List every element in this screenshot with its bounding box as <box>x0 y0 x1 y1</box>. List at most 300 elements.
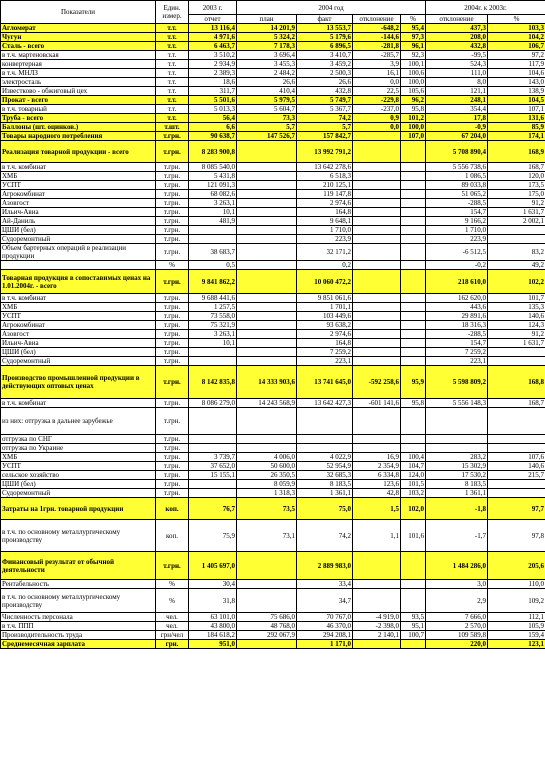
header-cmp-percent: % <box>488 15 545 24</box>
value-deviation <box>353 348 401 357</box>
value-deviation: -237,0 <box>353 105 401 114</box>
unit-cell: т.грн. <box>156 435 189 444</box>
value-cmp-deviation: 154,7 <box>426 208 488 217</box>
value-plan: 73,1 <box>237 520 297 552</box>
value-cmp-deviation: 223,1 <box>426 357 488 366</box>
value-fact: 32 685,3 <box>297 471 353 480</box>
value-plan: 26,6 <box>237 78 297 87</box>
value-cmp-deviation: 354,4 <box>426 105 488 114</box>
value-plan: 5 979,5 <box>237 96 297 105</box>
table-row <box>1 217 545 226</box>
value-plan: 147 526,7 <box>237 132 297 141</box>
value-percent <box>401 294 426 303</box>
value-cmp-percent: 124,3 <box>488 321 545 330</box>
value-cmp-deviation <box>426 444 488 453</box>
value-2003: 9 841 862,2 <box>189 270 237 294</box>
value-plan: 5 604,7 <box>237 105 297 114</box>
value-percent: 107,0 <box>401 132 426 141</box>
table-row <box>1 172 545 181</box>
value-fact: 5 367,7 <box>297 105 353 114</box>
indicator-name: Чугун <box>1 33 156 42</box>
value-cmp-deviation: 17,8 <box>426 114 488 123</box>
value-2003: 43 800,0 <box>189 622 237 631</box>
value-2003: 37 652,0 <box>189 462 237 471</box>
indicator-name: отгрузка по Украине <box>1 444 156 453</box>
value-cmp-deviation: 1 710,0 <box>426 226 488 235</box>
value-2003: 8 085 540,0 <box>189 163 237 172</box>
value-percent <box>401 181 426 190</box>
value-fact: 2 500,3 <box>297 69 353 78</box>
value-cmp-percent: 123,1 <box>488 640 545 649</box>
value-fact: 13 642 427,3 <box>297 399 353 408</box>
value-percent <box>401 330 426 339</box>
table-row <box>1 303 545 312</box>
unit-cell: т.грн. <box>156 471 189 480</box>
value-percent <box>401 303 426 312</box>
value-2003: 3 739,7 <box>189 453 237 462</box>
value-plan <box>237 163 297 172</box>
table-row <box>1 69 545 78</box>
value-cmp-deviation: 8 183,5 <box>426 480 488 489</box>
value-cmp-percent: 104,2 <box>488 33 545 42</box>
value-cmp-percent: 85,9 <box>488 123 545 132</box>
value-fact: 164,8 <box>297 208 353 217</box>
value-cmp-percent <box>488 489 545 498</box>
value-2003: 8 086 279,0 <box>189 399 237 408</box>
header-indicators: Показатели <box>1 1 156 24</box>
table-row <box>1 552 545 580</box>
value-deviation: 22,5 <box>353 87 401 96</box>
value-percent <box>401 217 426 226</box>
value-percent: 100,1 <box>401 60 426 69</box>
table-row <box>1 244 545 261</box>
value-percent: 97,3 <box>401 33 426 42</box>
value-deviation: 123,6 <box>353 480 401 489</box>
value-2003: 951,0 <box>189 640 237 649</box>
table-row <box>1 631 545 640</box>
value-2003 <box>189 408 237 435</box>
table-row <box>1 141 545 163</box>
value-plan <box>237 339 297 348</box>
value-cmp-percent: 168,9 <box>488 141 545 163</box>
value-deviation <box>353 199 401 208</box>
indicator-name: из них: отгрузка в дальнее зарубежье <box>1 408 156 435</box>
unit-cell: т.грн. <box>156 303 189 312</box>
value-cmp-percent: 97,2 <box>488 51 545 60</box>
value-deviation <box>353 181 401 190</box>
header-fact: факт <box>297 15 353 24</box>
value-cmp-percent: 107,6 <box>488 453 545 462</box>
value-fact: 0,2 <box>297 261 353 270</box>
value-cmp-percent: 104,5 <box>488 96 545 105</box>
unit-cell: т.т. <box>156 78 189 87</box>
value-deviation <box>353 208 401 217</box>
value-percent: 100,0 <box>401 78 426 87</box>
value-cmp-deviation: 208,0 <box>426 33 488 42</box>
value-deviation: 2 140,1 <box>353 631 401 640</box>
value-fact: 164,8 <box>297 339 353 348</box>
unit-cell: % <box>156 589 189 613</box>
value-plan <box>237 330 297 339</box>
value-cmp-deviation: 248,1 <box>426 96 488 105</box>
value-deviation: 42,8 <box>353 489 401 498</box>
value-fact: 210 125,1 <box>297 181 353 190</box>
indicator-name: в т.ч. комбинат <box>1 399 156 408</box>
value-plan <box>237 261 297 270</box>
value-fact <box>297 444 353 453</box>
unit-cell: т.грн. <box>156 330 189 339</box>
indicator-name: Товарная продукция в сопоставимых ценах на 1.01.2004г. - всего <box>1 270 156 294</box>
value-deviation <box>353 303 401 312</box>
value-deviation <box>353 244 401 261</box>
unit-cell: т.грн. <box>156 321 189 330</box>
value-percent <box>401 312 426 321</box>
value-cmp-deviation: 89 033,8 <box>426 181 488 190</box>
indicator-name: Прокат - всего <box>1 96 156 105</box>
unit-cell: коп. <box>156 520 189 552</box>
value-deviation <box>353 141 401 163</box>
value-deviation: 1,1 <box>353 520 401 552</box>
value-deviation: -592 258,6 <box>353 366 401 399</box>
value-cmp-percent <box>488 235 545 244</box>
value-percent <box>401 163 426 172</box>
table-row <box>1 190 545 199</box>
value-deviation: 16,9 <box>353 453 401 462</box>
value-deviation <box>353 580 401 589</box>
value-deviation <box>353 444 401 453</box>
value-percent <box>401 357 426 366</box>
value-cmp-deviation: 218 610,0 <box>426 270 488 294</box>
value-percent <box>401 580 426 589</box>
table-row <box>1 78 545 87</box>
value-plan <box>237 357 297 366</box>
unit-cell: т.грн. <box>156 357 189 366</box>
value-fact: 34,7 <box>297 589 353 613</box>
value-2003 <box>189 348 237 357</box>
value-fact: 6 896,5 <box>297 42 353 51</box>
unit-cell: т.грн. <box>156 294 189 303</box>
value-fact: 9 648,1 <box>297 217 353 226</box>
unit-cell: т.грн. <box>156 199 189 208</box>
value-cmp-percent: 97,7 <box>488 498 545 520</box>
unit-cell: т.т. <box>156 42 189 51</box>
indicator-name: ЦШИ (бел) <box>1 348 156 357</box>
table-row <box>1 399 545 408</box>
unit-cell: т.т. <box>156 33 189 42</box>
value-fact: 2 974,6 <box>297 199 353 208</box>
value-percent <box>401 435 426 444</box>
value-cmp-percent: 104,6 <box>488 69 545 78</box>
value-fact: 432,8 <box>297 87 353 96</box>
table-row <box>1 132 545 141</box>
value-cmp-percent: 109,2 <box>488 589 545 613</box>
indicator-name: Труба - всего <box>1 114 156 123</box>
unit-cell: т.грн. <box>156 208 189 217</box>
value-cmp-deviation: 283,2 <box>426 453 488 462</box>
value-percent: 105,6 <box>401 87 426 96</box>
value-fact: 13 741 645,0 <box>297 366 353 399</box>
value-cmp-percent <box>488 357 545 366</box>
unit-cell: т.грн. <box>156 339 189 348</box>
value-2003: 6,6 <box>189 123 237 132</box>
value-percent <box>401 270 426 294</box>
value-fact: 9 851 061,6 <box>297 294 353 303</box>
value-cmp-deviation: 5 556 738,6 <box>426 163 488 172</box>
unit-cell: чел. <box>156 613 189 622</box>
value-2003: 31,8 <box>189 589 237 613</box>
value-cmp-percent: 110,0 <box>488 580 545 589</box>
value-plan <box>237 199 297 208</box>
value-deviation: 6 334,8 <box>353 471 401 480</box>
table-row <box>1 51 545 60</box>
table-row <box>1 498 545 520</box>
value-cmp-deviation: 1 086,5 <box>426 172 488 181</box>
value-percent <box>401 339 426 348</box>
value-cmp-percent: 143,0 <box>488 78 545 87</box>
value-2003: 68 082,6 <box>189 190 237 199</box>
value-fact: 32 171,2 <box>297 244 353 261</box>
value-fact: 223,9 <box>297 235 353 244</box>
indicator-name: конвертерная <box>1 60 156 69</box>
value-cmp-deviation: 162 620,0 <box>426 294 488 303</box>
value-percent: 101,5 <box>401 480 426 489</box>
unit-cell: т.грн. <box>156 226 189 235</box>
value-cmp-percent <box>488 444 545 453</box>
value-plan <box>237 589 297 613</box>
indicator-name: в т.ч. мартеновская <box>1 51 156 60</box>
value-fact: 75,0 <box>297 498 353 520</box>
table-row <box>1 321 545 330</box>
value-plan: 410,4 <box>237 87 297 96</box>
value-deviation: 0,0 <box>353 78 401 87</box>
table-row <box>1 366 545 399</box>
value-percent: 96,1 <box>401 42 426 51</box>
header-unit: Един. измер. <box>156 1 189 24</box>
table-row <box>1 163 545 172</box>
unit-cell: т.грн. <box>156 163 189 172</box>
value-plan: 3 455,3 <box>237 60 297 69</box>
indicator-name: ЦШИ (бел) <box>1 480 156 489</box>
unit-cell: т.грн. <box>156 217 189 226</box>
value-cmp-percent: 91,2 <box>488 199 545 208</box>
value-deviation <box>353 435 401 444</box>
value-cmp-percent <box>488 435 545 444</box>
unit-cell: т.грн. <box>156 181 189 190</box>
value-cmp-deviation: -1,8 <box>426 498 488 520</box>
table-row <box>1 42 545 51</box>
indicator-name: ХМБ <box>1 453 156 462</box>
value-plan: 7 178,3 <box>237 42 297 51</box>
value-fact: 26,6 <box>297 78 353 87</box>
value-cmp-percent: 91,2 <box>488 330 545 339</box>
value-cmp-percent: 140,6 <box>488 312 545 321</box>
value-plan <box>237 580 297 589</box>
value-plan <box>237 181 297 190</box>
value-2003: 10,1 <box>189 339 237 348</box>
value-plan <box>237 640 297 649</box>
value-2003: 75 321,9 <box>189 321 237 330</box>
unit-cell: т.т. <box>156 96 189 105</box>
value-2003: 5 431,8 <box>189 172 237 181</box>
value-fact: 1 710,0 <box>297 226 353 235</box>
value-2003: 73 558,0 <box>189 312 237 321</box>
value-cmp-deviation: -0,9 <box>426 123 488 132</box>
unit-cell: т.грн. <box>156 444 189 453</box>
table-row <box>1 330 545 339</box>
value-cmp-deviation: 220,0 <box>426 640 488 649</box>
value-deviation <box>353 339 401 348</box>
value-cmp-deviation: 111,0 <box>426 69 488 78</box>
value-cmp-percent: 112,1 <box>488 613 545 622</box>
value-deviation <box>353 261 401 270</box>
value-fact: 119 147,8 <box>297 190 353 199</box>
value-deviation: 1,5 <box>353 498 401 520</box>
value-2003: 2 389,3 <box>189 69 237 78</box>
value-2003 <box>189 444 237 453</box>
value-plan <box>237 226 297 235</box>
value-deviation <box>353 235 401 244</box>
unit-cell: % <box>156 580 189 589</box>
unit-cell: т.т. <box>156 87 189 96</box>
value-plan <box>237 552 297 580</box>
indicator-name: Азовгост <box>1 330 156 339</box>
unit-cell: т.т. <box>156 114 189 123</box>
value-2003 <box>189 226 237 235</box>
indicator-name: ЦШИ (бел) <box>1 226 156 235</box>
value-plan <box>237 217 297 226</box>
value-plan <box>237 190 297 199</box>
value-plan: 73,3 <box>237 114 297 123</box>
value-percent: 104,7 <box>401 462 426 471</box>
indicator-name: Ай-Даниль <box>1 217 156 226</box>
value-cmp-deviation: 437,3 <box>426 24 488 33</box>
value-2003: 75,9 <box>189 520 237 552</box>
value-cmp-percent: 1 631,7 <box>488 208 545 217</box>
value-fact <box>297 408 353 435</box>
table-row <box>1 87 545 96</box>
value-cmp-percent: 103,3 <box>488 24 545 33</box>
value-cmp-percent <box>488 408 545 435</box>
value-cmp-percent: 159,4 <box>488 631 545 640</box>
unit-cell: т.грн. <box>156 489 189 498</box>
value-cmp-percent: 117,9 <box>488 60 545 69</box>
value-plan: 8 059,9 <box>237 480 297 489</box>
value-fact: 13 553,7 <box>297 24 353 33</box>
unit-cell: т.грн. <box>156 399 189 408</box>
value-deviation: -144,6 <box>353 33 401 42</box>
value-2003: 10,1 <box>189 208 237 217</box>
indicator-name: ХМБ <box>1 172 156 181</box>
value-cmp-deviation: 3,0 <box>426 580 488 589</box>
value-2003: 38 683,7 <box>189 244 237 261</box>
value-plan <box>237 312 297 321</box>
unit-cell: т.грн. <box>156 462 189 471</box>
value-deviation <box>353 552 401 580</box>
indicator-name: Ильич-Авиа <box>1 339 156 348</box>
value-deviation <box>353 190 401 199</box>
indicator-name: Судоремонтный <box>1 489 156 498</box>
value-plan <box>237 321 297 330</box>
unit-cell: т.грн. <box>156 270 189 294</box>
value-percent <box>401 589 426 613</box>
indicator-name: Численность персонала <box>1 613 156 622</box>
indicator-name: в т.ч. товарный <box>1 105 156 114</box>
value-cmp-deviation: 154,7 <box>426 339 488 348</box>
value-2003 <box>189 357 237 366</box>
value-fact: 74,2 <box>297 520 353 552</box>
value-fact: 33,4 <box>297 580 353 589</box>
value-2003: 121 091,3 <box>189 181 237 190</box>
value-percent <box>401 208 426 217</box>
table-row <box>1 312 545 321</box>
value-cmp-percent: 168,7 <box>488 399 545 408</box>
value-cmp-deviation: 18 316,3 <box>426 321 488 330</box>
value-2003 <box>189 235 237 244</box>
value-deviation <box>353 172 401 181</box>
value-deviation <box>353 270 401 294</box>
value-percent <box>401 552 426 580</box>
unit-cell: т.грн. <box>156 244 189 261</box>
value-deviation <box>353 357 401 366</box>
value-fact: 3 410,7 <box>297 51 353 60</box>
value-cmp-percent <box>488 480 545 489</box>
value-percent: 93,5 <box>401 613 426 622</box>
value-fact: 5 749,7 <box>297 96 353 105</box>
value-cmp-deviation: 29 891,6 <box>426 312 488 321</box>
value-deviation: -601 141,6 <box>353 399 401 408</box>
value-cmp-percent: 49,2 <box>488 261 545 270</box>
unit-cell: т.т. <box>156 24 189 33</box>
value-plan: 5,7 <box>237 123 297 132</box>
unit-cell: грн/чел <box>156 631 189 640</box>
table-row <box>1 444 545 453</box>
value-cmp-deviation: -288,5 <box>426 330 488 339</box>
value-fact: 294 208,1 <box>297 631 353 640</box>
value-plan: 48 768,0 <box>237 622 297 631</box>
unit-cell: т.грн. <box>156 141 189 163</box>
unit-cell: грн. <box>156 640 189 649</box>
value-cmp-percent: 175,0 <box>488 190 545 199</box>
value-plan <box>237 435 297 444</box>
value-plan <box>237 294 297 303</box>
indicator-name: Ильич-Авиа <box>1 208 156 217</box>
value-2003: 3 263,1 <box>189 199 237 208</box>
value-cmp-percent: 106,7 <box>488 42 545 51</box>
value-fact: 93 638,2 <box>297 321 353 330</box>
table-row <box>1 357 545 366</box>
value-cmp-deviation: 109 589,8 <box>426 631 488 640</box>
value-2003: 0,5 <box>189 261 237 270</box>
indicator-name: УСПТ <box>1 462 156 471</box>
value-plan: 26 350,5 <box>237 471 297 480</box>
value-percent: 103,2 <box>401 489 426 498</box>
value-percent: 100,0 <box>401 123 426 132</box>
indicator-name: сельское хозяйство <box>1 471 156 480</box>
value-percent: 95,1 <box>401 622 426 631</box>
value-cmp-deviation: -0,2 <box>426 261 488 270</box>
value-2003: 4 971,6 <box>189 33 237 42</box>
value-cmp-deviation: -99,5 <box>426 51 488 60</box>
value-fact: 1 361,1 <box>297 489 353 498</box>
table-row <box>1 105 545 114</box>
value-plan: 3 696,4 <box>237 51 297 60</box>
value-percent <box>401 172 426 181</box>
value-plan <box>237 235 297 244</box>
header-2004: 2004 год <box>237 1 426 15</box>
value-cmp-deviation: 5 556 148,3 <box>426 399 488 408</box>
value-2003: 8 142 835,8 <box>189 366 237 399</box>
value-cmp-percent <box>488 226 545 235</box>
